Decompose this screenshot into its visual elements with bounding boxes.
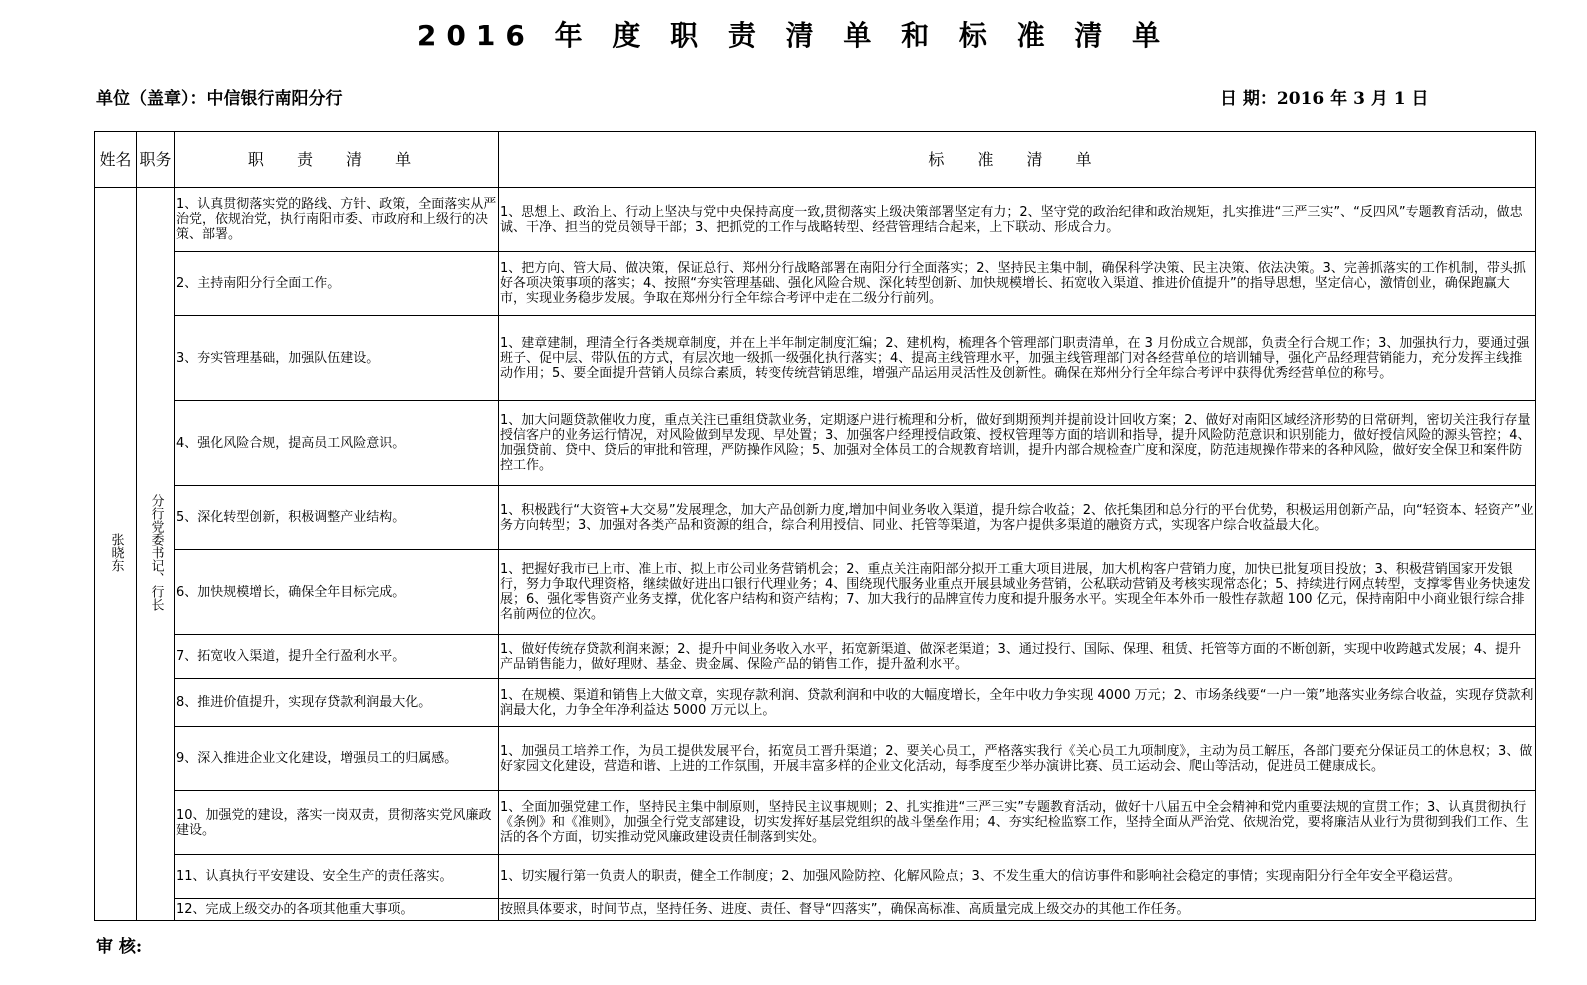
table-row (95, 635, 1536, 679)
standard-cell: 1、在规模、渠道和销售上大做文章，实现存款利润、贷款利润和中收的大幅度增长，全年中收力争实现 4000 万元；2、市场条线要“一户一策”地落实业务综合收益，实现存贷款利润最大化，力争全年净利益达 5000 万元以上。 (499, 679, 1536, 727)
duty-cell: 8、推进价值提升，实现存贷款利润最大化。 (175, 679, 499, 727)
duty-cell: 9、深入推进企业文化建设，增强员工的归属感。 (175, 727, 499, 791)
duty-cell: 7、拓宽收入渠道，提升全行盈利水平。 (175, 635, 499, 679)
person-name-cell (95, 188, 137, 921)
table-row (95, 401, 1536, 486)
standard-cell: 1、做好传统存贷款利润来源；2、提升中间业务收入水平，拓宽新渠道、做深老渠道；3、通过投行、国际、保理、租赁、托管等方面的不断创新，实现中收跨越式发展；4、提升产品销售能力，做好理财、基金、贵金属、保险产品的销售工作，提升盈利水平。 (499, 635, 1536, 679)
duty-cell: 11、认真执行平安建设、安全生产的责任落实。 (175, 855, 499, 899)
table-row (95, 316, 1536, 401)
standard-cell: 1、加强员工培养工作，为员工提供发展平台，拓宽员工晋升渠道；2、要关心员工，严格落实我行《关心员工九项制度》，主动为员工解压，各部门要充分保证员工的休息权；3、做好家园文化建设，营造和谐、上进的工作氛围，开展丰富多样的企业文化活动，每季度至少举办演讲比赛、员工运动会、爬山等活动，促进员工健康成长。 (499, 727, 1536, 791)
unit-label: 单位（盖章）：中信银行南阳分行 (96, 89, 343, 109)
header-position: 职务 (137, 132, 175, 188)
standard-cell: 1、把握好我市已上市、准上市、拟上市公司业务营销机会；2、重点关注南阳部分拟开工重大项目进展，加大机构客户营销力度，加快已批复项目投放；3、积极营销国家开发银行，努力争取代理资格，继续做好进出口银行代理业务；4、围绕现代服务业重点开展县域业务营销，公私联动营销及考核实现常态化；5、持续进行网点转型，支撑零售业务快速发展；6、强化零售资产业务支撑，优化客户结构和资产结构；7、加大我行的品牌宣传力度和提升服务水平。实现全年本外币一般性存款超 100 亿元，保持南阳中小商业银行综合排名前两位的位次。 (499, 550, 1536, 635)
duty-cell: 12、完成上级交办的各项其他重大事项。 (175, 899, 499, 921)
table-header-row (95, 132, 1536, 188)
table-row (95, 855, 1536, 899)
standard-cell: 1、切实履行第一负责人的职责，健全工作制度；2、加强风险防控、化解风险点；3、不发生重大的信访事件和影响社会稳定的事情；实现南阳分行全年安全平稳运营。 (499, 855, 1536, 899)
standard-cell: 1、加大问题贷款催收力度，重点关注已重组贷款业务，定期逐户进行梳理和分析，做好到期预判并提前设计回收方案；2、做好对南阳区域经济形势的日常研判，密切关注我行存量授信客户的业务运行情况，对风险做到早发现、早处置；3、加强客户经理授信政策、授权管理等方面的培训和指导，提升风险防范意识和识别能力，做好授信风险的源头管控；4、加强贷前、贷中、贷后的审批和管理，严防操作风险；5、加强对全体员工的合规教育培训，提升内部合规检查广度和深度，防范违规操作带来的各种风险，做好安全保卫和案件防控工作。 (499, 401, 1536, 486)
table-row (95, 727, 1536, 791)
header-name: 姓名 (95, 132, 137, 188)
duty-cell: 3、夯实管理基础，加强队伍建设。 (175, 316, 499, 401)
duty-cell: 10、加强党的建设，落实一岗双责，贯彻落实党风廉政建设。 (175, 791, 499, 855)
standard-cell: 1、思想上、政治上、行动上坚决与党中央保持高度一致,贯彻落实上级决策部署坚定有力；2、坚守党的政治纪律和政治规矩，扎实推进“三严三实”、“反四风”专题教育活动，做忠诚、干净、担当的党员领导干部；3、把抓党的工作与战略转型、经营管理结合起来，上下联动、形成合力。 (499, 188, 1536, 252)
duty-cell: 1、认真贯彻落实党的路线、方针、政策，全面落实从严治党，依规治党，执行南阳市委、市政府和上级行的决策、部署。 (175, 188, 499, 252)
responsibility-table (94, 131, 1536, 921)
position-cell (137, 188, 175, 921)
table-row (95, 188, 1536, 252)
position-title: 分行党委书记、行长 (148, 493, 164, 611)
duty-cell: 2、主持南阳分行全面工作。 (175, 252, 499, 316)
standard-cell: 1、全面加强党建工作，坚持民主集中制原则，坚持民主议事规则；2、扎实推进“三严三实”专题教育活动，做好十八届五中全会精神和党内重要法规的宣贯工作；3、认真贯彻执行《条例》和《准则》，加强全行党支部建设，切实发挥好基层党组织的战斗堡垒作用；4、夯实纪检监察工作，坚持全面从严治党、依规治党，要将廉洁从业行为贯彻到我们工作、生活的各个方面，切实推动党风廉政建设责任制落到实处。 (499, 791, 1536, 855)
person-name: 张晓东 (108, 532, 124, 572)
table-row (95, 791, 1536, 855)
page-title: 2016 年 度 职 责 清 单 和 标 准 清 单 (416, 19, 1171, 52)
date-label: 日 期：2016 年 3 月 1 日 (1220, 89, 1429, 109)
standard-cell: 1、建章建制，理清全行各类规章制度，并在上半年制定制度汇编；2、建机构，梳理各个管理部门职责清单，在 3 月份成立合规部，负责全行合规工作；3、加强执行力，要通过强班子、促中层、带队伍的方式，有层次地一级抓一级强化执行落实；4、提高主线管理水平，加强主线管理部门对各经营单位的培训辅导，强化产品经理营销能力，充分发挥主线推动作用；5、要全面提升营销人员综合素质，转变传统营销思维，增强产品运用灵活性及创新性。确保在郑州分行全年综合考评中获得优秀经营单位的称号。 (499, 316, 1536, 401)
duty-cell: 6、加快规模增长，确保全年目标完成。 (175, 550, 499, 635)
duty-cell: 5、深化转型创新，积极调整产业结构。 (175, 486, 499, 550)
review-label: 审 核: (96, 937, 143, 957)
table-row (95, 486, 1536, 550)
standard-cell: 1、把方向、管大局、做决策，保证总行、郑州分行战略部署在南阳分行全面落实；2、坚持民主集中制，确保科学决策、民主决策、依法决策。3、完善抓落实的工作机制，带头抓好各项决策事项的落实；4、按照“夯实管理基础、强化风险合规、深化转型创新、加快规模增长、拓宽收入渠道、推进价值提升”的指导思想，坚定信心，激情创业，确保跑赢大市，实现业务稳步发展。争取在郑州分行全年综合考评中走在二级分行前列。 (499, 252, 1536, 316)
header-duties: 职 责 清 单 (175, 132, 499, 188)
table-row (95, 252, 1536, 316)
table-row (95, 679, 1536, 727)
standard-cell: 按照具体要求，时间节点，坚持任务、进度、责任、督导“四落实”，确保高标准、高质量完成上级交办的其他工作任务。 (499, 899, 1536, 921)
table-row (95, 899, 1536, 921)
duty-cell: 4、强化风险合规，提高员工风险意识。 (175, 401, 499, 486)
header-standards: 标 准 清 单 (499, 132, 1536, 188)
table-row (95, 550, 1536, 635)
standard-cell: 1、积极践行“大资管+大交易”发展理念，加大产品创新力度,增加中间业务收入渠道，提升综合收益；2、依托集团和总分行的平台优势，积极运用创新产品，向“轻资本、轻资产”业务方向转型；3、加强对各类产品和资源的组合，综合利用授信、同业、托管等渠道，为客户提供多渠道的融资方式，实现客户综合收益最大化。 (499, 486, 1536, 550)
